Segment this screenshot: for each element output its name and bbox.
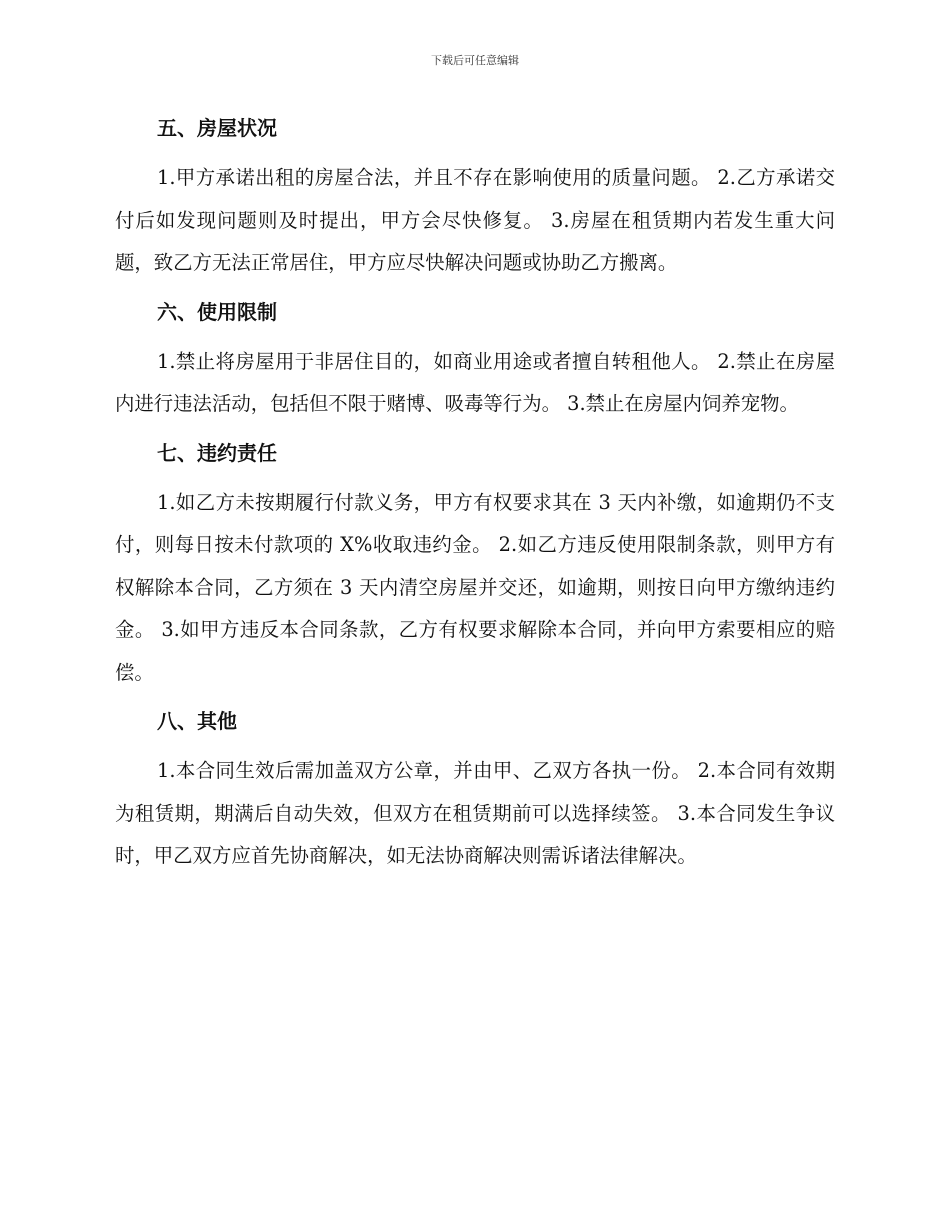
section-breach-liability [115,435,835,695]
section-house-condition [115,110,835,285]
section-paragraph: 1.本合同生效后需加盖双方公章，并由甲、乙双方各执一份。 2.本合同有效期为租赁期，期满后自动失效，但双方在租赁期前可以选择续签。 3.本合同发生争议时，甲乙双方应首先协商解决，如无法协商解决则需诉诸法律解决。 [115,759,835,867]
section-paragraph: 1.甲方承诺出租的房屋合法，并且不存在影响使用的质量问题。 2.乙方承诺交付后如发现问题则及时提出，甲方会尽快修复。 3.房屋在租赁期内若发生重大问题，致乙方无法正常居住，甲方应尽快解决问题或协助乙方搬离。 [115,166,835,274]
document-body [115,110,835,878]
page-header: 下载后可任意编辑 [431,54,519,67]
section-usage-restrictions [115,294,835,426]
section-heading: 七、违约责任 [157,440,277,465]
section-other [115,703,835,878]
section-paragraph: 1.如乙方未按期履行付款义务，甲方有权要求其在 3 天内补缴，如逾期仍不支付，则每日按未付款项的 X%收取违约金。 2.如乙方违反使用限制条款，则甲方有权解除本合同，乙方须在 3 天内清空房屋并交还，如逾期，则按日向甲方缴纳违约金。 3.如甲方违反本合同条款，乙方有权要求解除本合同，并向甲方索要相应的赔偿。 [115,490,835,684]
section-heading: 五、房屋状况 [157,116,277,140]
section-paragraph: 1.禁止将房屋用于非居住目的，如商业用途或者擅自转租他人。 2.禁止在房屋内进行违法活动，包括但不限于赌博、吸毒等行为。 3.禁止在房屋内饲养宠物。 [115,349,835,415]
section-heading: 六、使用限制 [157,299,277,324]
section-heading: 八、其他 [157,709,237,733]
